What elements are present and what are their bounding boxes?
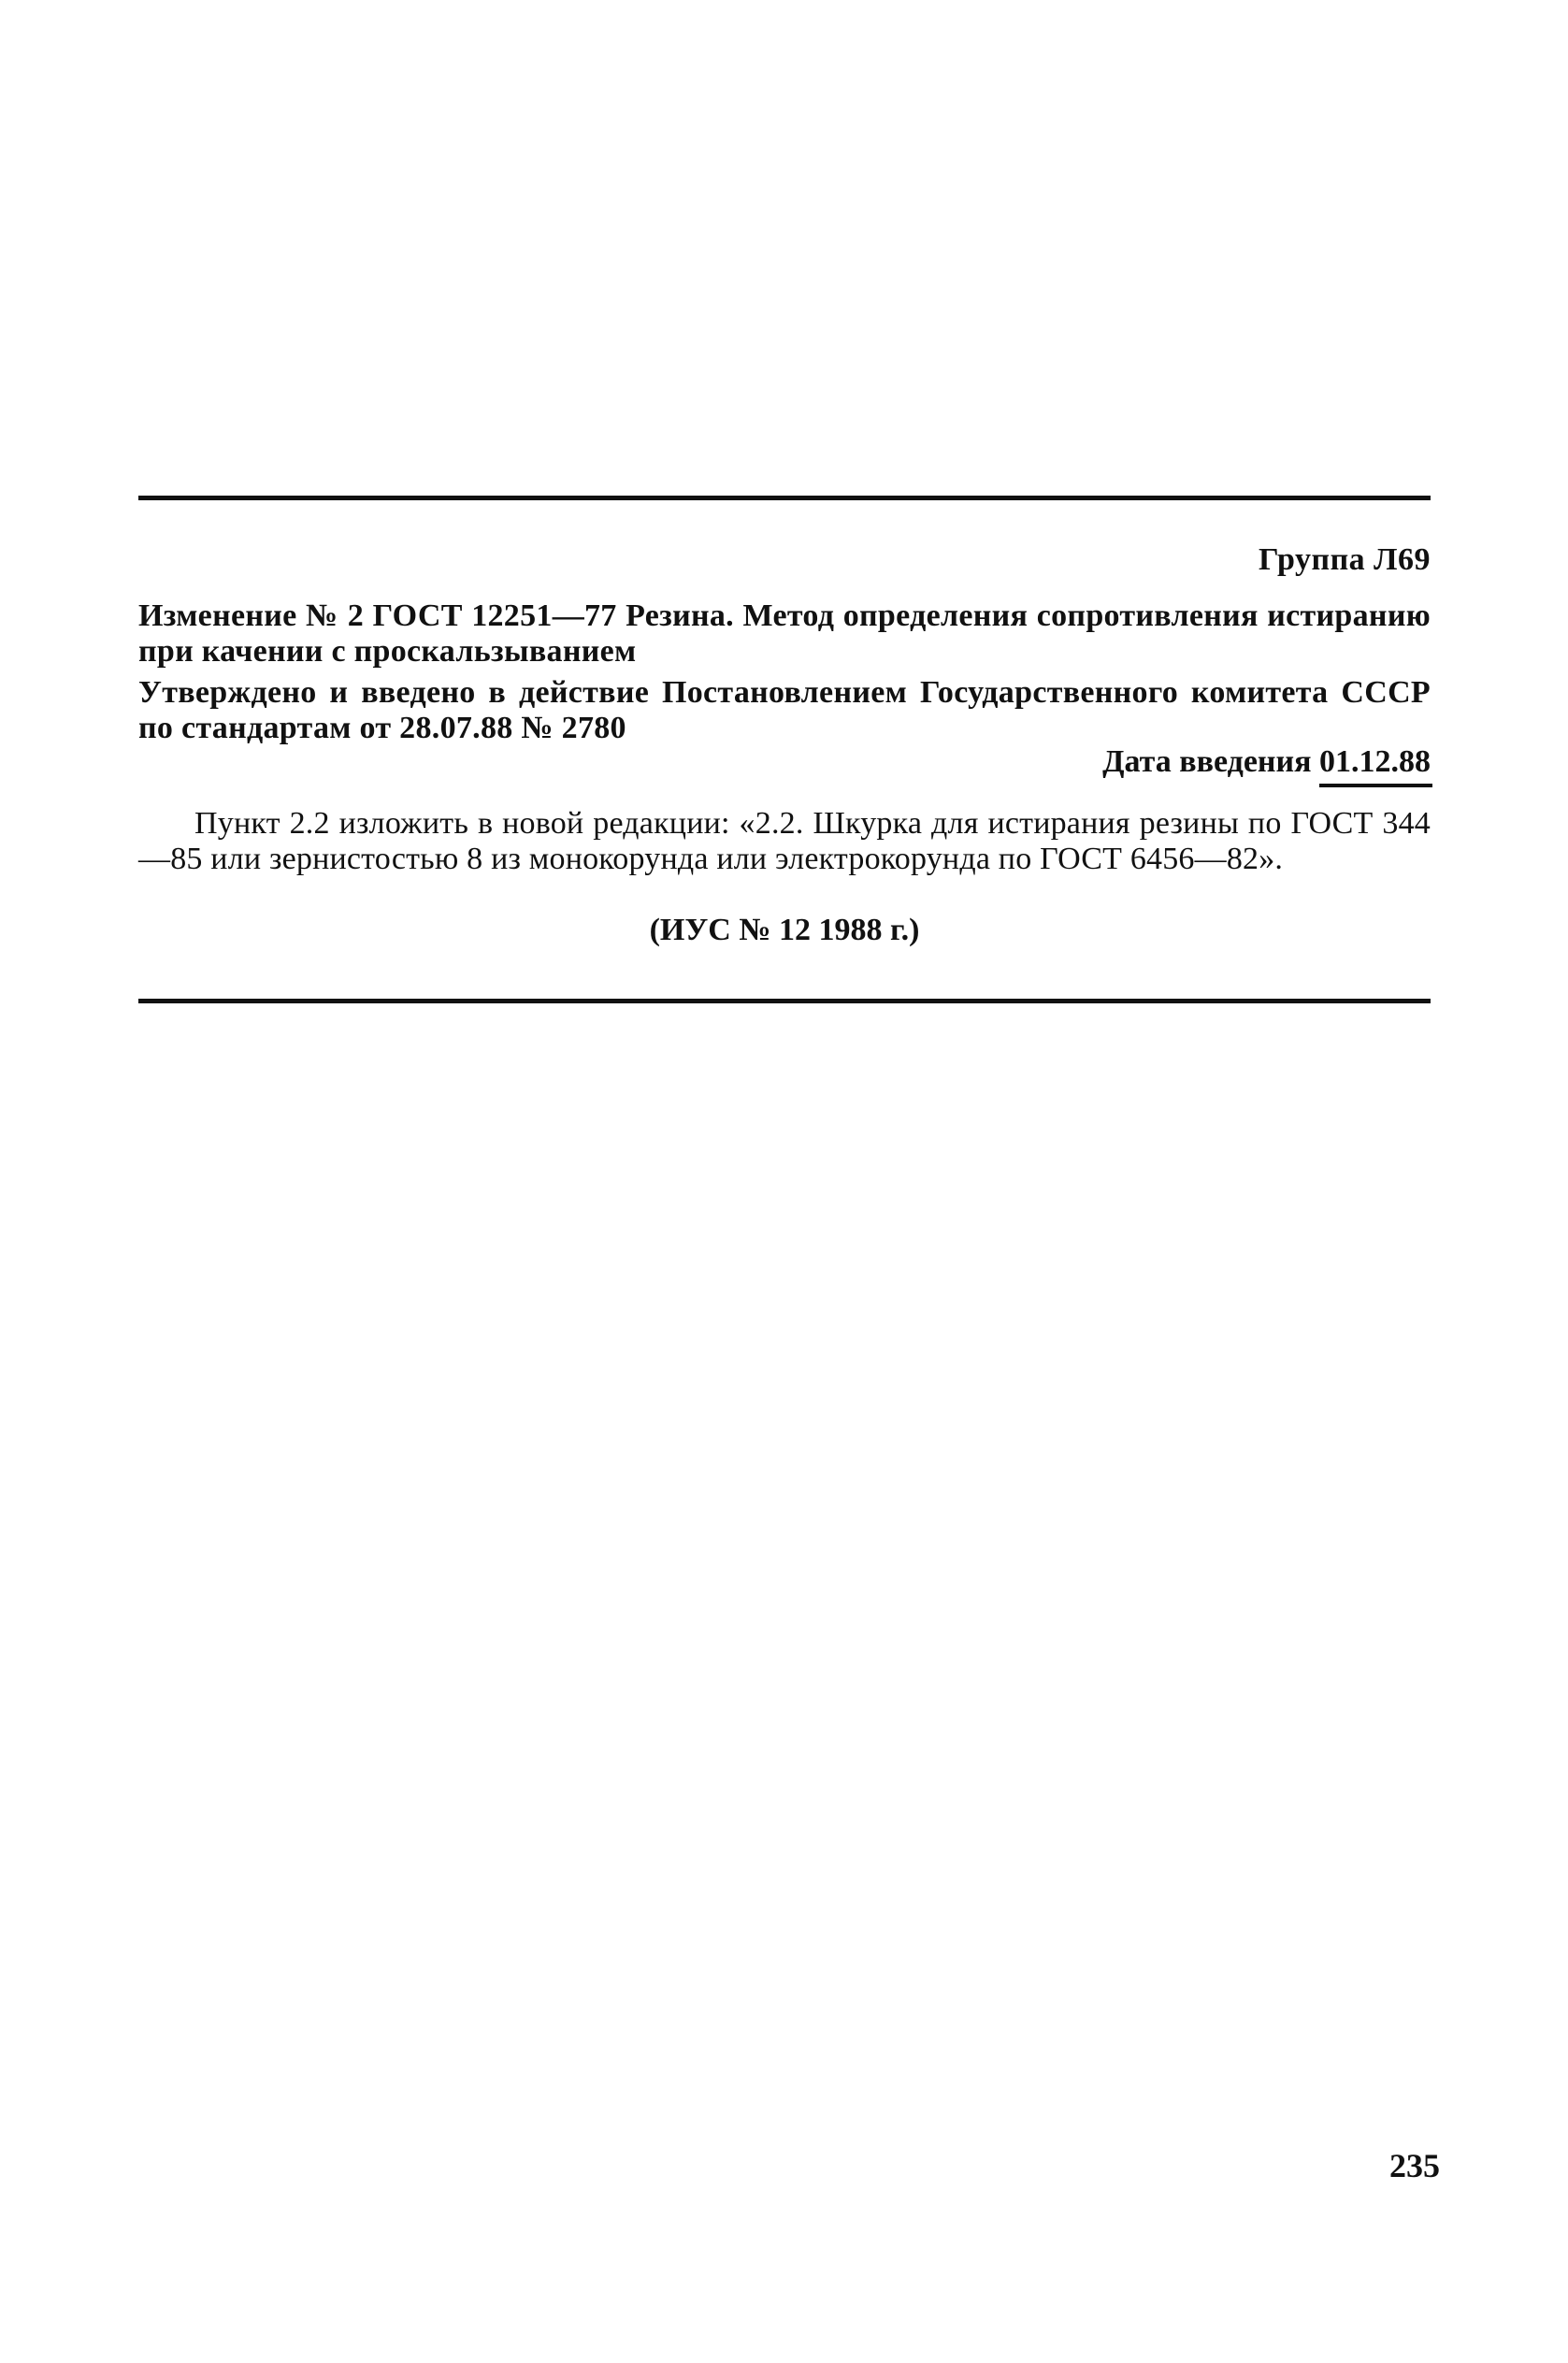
amendment-paragraph: Пункт 2.2 изложить в новой редакции: «2.2. Шкурка для истирания резины по ГОСТ 344—85 или зернистостью 8 из монокорунда или электрокорунда по ГОСТ 6456—82».: [138, 806, 1431, 876]
group-label: Группа Л69: [1259, 542, 1431, 577]
effective-date-value: 01.12.88: [1319, 744, 1431, 779]
page-number: 235: [1389, 2147, 1440, 2184]
amendment-title: Изменение № 2 ГОСТ 12251—77 Резина. Метод определения сопротивления истиранию при качении с проскальзыванием: [138, 598, 1431, 669]
effective-date-line: [138, 744, 1431, 780]
effective-date-label: Дата введения: [1102, 744, 1312, 779]
bottom-rule: [138, 999, 1431, 1003]
approval-statement: Утверждено и введено в действие Постановлением Государственного комитета СССР по стандартам от 28.07.88 № 2780: [138, 675, 1431, 745]
source-reference: (ИУС № 12 1988 г.): [649, 913, 920, 947]
top-rule: [138, 496, 1431, 500]
